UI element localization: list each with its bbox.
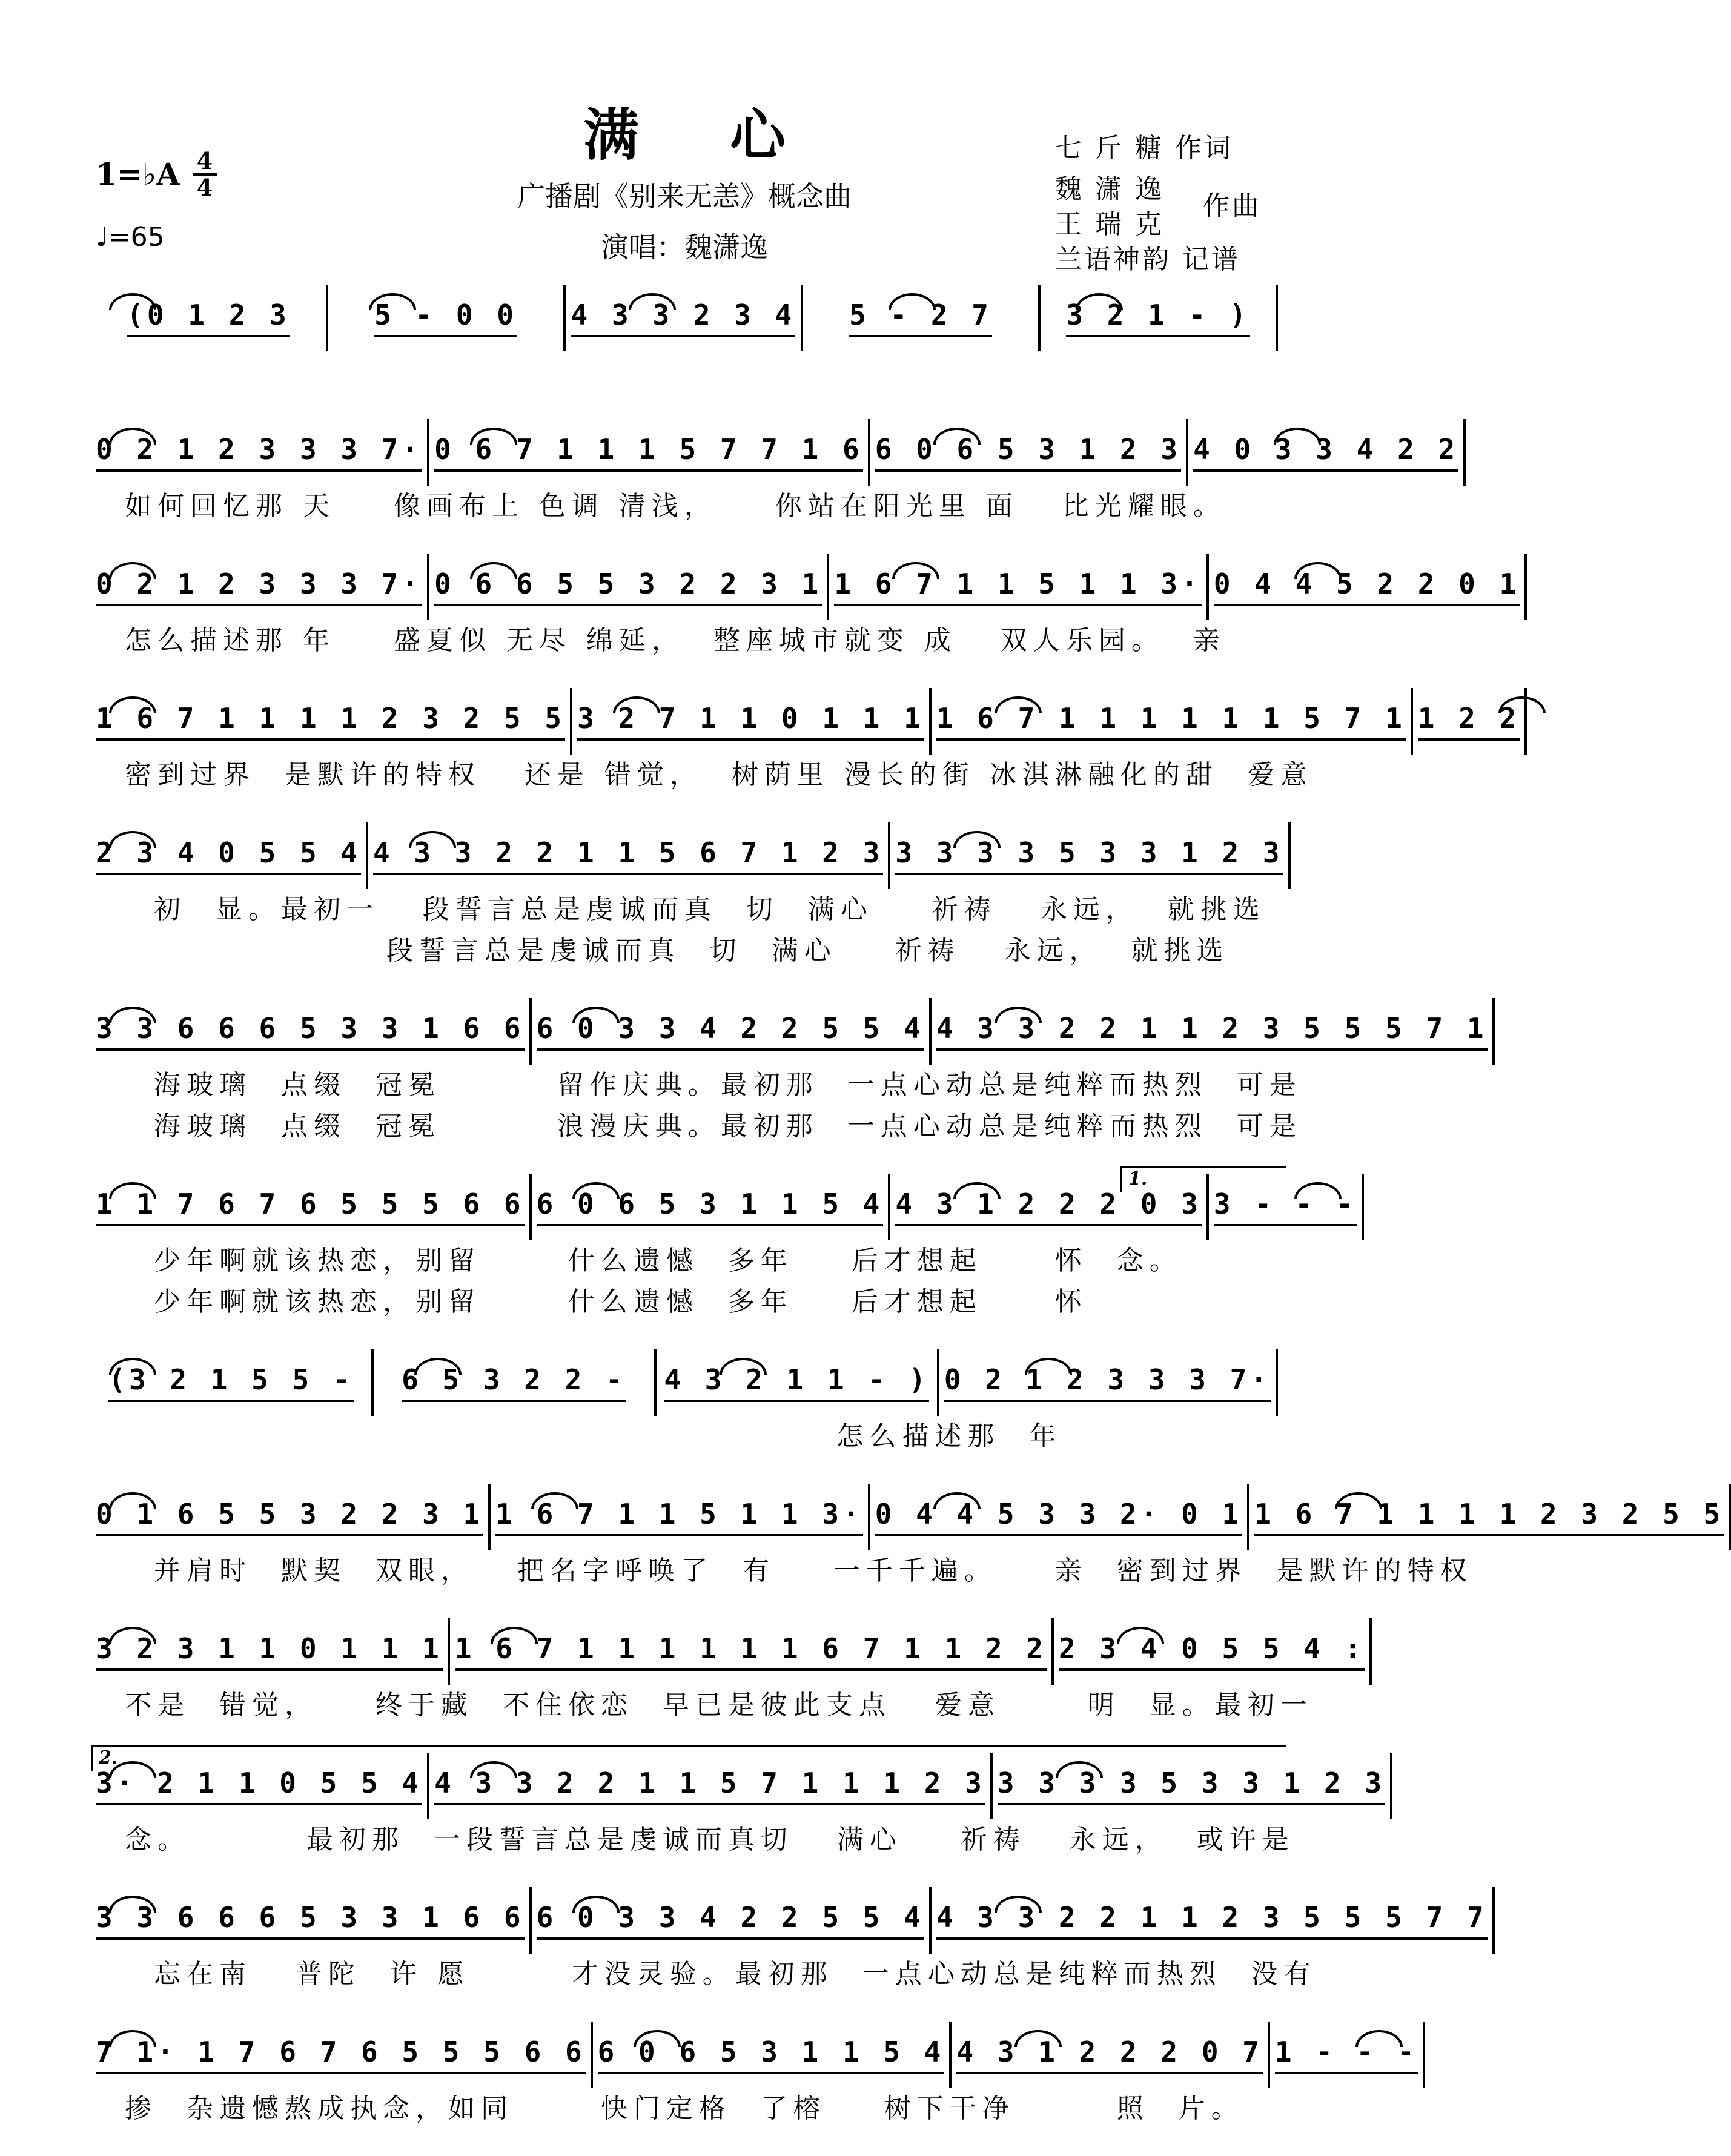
measure (870, 1484, 1250, 1550)
measure (1041, 285, 1278, 351)
slur-mark (109, 831, 156, 848)
measure (993, 1753, 1392, 1819)
notation-line (91, 1747, 1386, 1819)
song-title: 满心 (583, 102, 876, 168)
measure (91, 1753, 429, 1819)
measure (532, 1174, 891, 1240)
singer-line: 演唱：魏潇逸 (601, 231, 768, 263)
measure-notes: (3 2 1 5 5 - (108, 1363, 353, 1402)
slur-mark (995, 1007, 1042, 1023)
measure (932, 1887, 1495, 1954)
slur-mark (933, 1492, 981, 1509)
composer-credit-2: 王 瑞 克 (1055, 209, 1164, 240)
measure-notes: 1 6 7 1 1 1 1 2 3 2 5 5 (96, 702, 565, 741)
lyric-line: 段誓言总是虔诚而真 切 满心 祈祷 永远， 就挑选 (125, 935, 1230, 966)
measure-notes: 1 1 7 6 7 6 5 5 5 6 6 (96, 1188, 525, 1226)
volta-bracket: 1. (1120, 1166, 1286, 1192)
lyric-line: 怎么描述那 年 (125, 1421, 1062, 1452)
lyric-line (91, 351, 1278, 392)
composer-role: 作曲 (1203, 191, 1261, 222)
slur-mark (470, 562, 517, 579)
measure-notes: 3 3 6 6 6 5 3 3 1 6 6 (96, 1012, 525, 1051)
slur-mark (1294, 562, 1342, 579)
measure (593, 2022, 952, 2088)
measure-notes: 3 - - - (1214, 1188, 1357, 1226)
slur-mark (531, 1492, 578, 1509)
lyric-line: 念。 最初那 一段誓言总是虔诚而真切 满心 祈祷 永远， 或许是 (125, 1824, 1295, 1855)
slur-mark (1025, 1358, 1072, 1375)
measure-notes: 0 6 6 5 5 3 2 2 3 1 (434, 567, 822, 606)
slur-mark (572, 1896, 620, 1913)
measure-notes: 0 4 4 5 3 3 2· 0 1 (875, 1498, 1243, 1536)
slur-mark (109, 1358, 156, 1375)
notation-line (91, 419, 1459, 486)
measure (91, 822, 368, 889)
score-system (91, 1747, 1386, 1860)
lyric-line: 少年啊就该热恋，别留 什么遗憾 多年 后才想起 怀 (125, 1286, 1088, 1317)
slur-mark (109, 1627, 156, 1644)
score-system (91, 419, 1459, 527)
slur-mark (369, 293, 416, 310)
measure-notes: 2 3 4 0 5 5 4 : (1059, 1632, 1365, 1671)
measure-notes: 1 6 7 1 1 1 1 1 1 6 7 1 1 2 2 (455, 1632, 1047, 1671)
slur-mark (1076, 293, 1123, 310)
measure-notes: 4 3 3 2 3 4 (571, 299, 796, 337)
slur-mark (1117, 1627, 1164, 1644)
measure (91, 554, 429, 620)
slur-mark (109, 2030, 156, 2047)
lyricist-credit: 七 斤 糖 作词 (1055, 133, 1233, 164)
measure-notes: 6 0 6 5 3 1 1 5 4 (537, 1188, 884, 1226)
measure (1413, 688, 1527, 755)
lyric-line: 海玻璃 点缀 冠冕 浪漫庆典。最初那 一点心动总是纯粹而热烈 可是 (125, 1111, 1302, 1142)
measure-notes: 1 6 7 1 1 1 1 2 3 2 5 5 (1254, 1498, 1724, 1536)
slur-mark (470, 1761, 517, 1778)
slur-mark (470, 428, 517, 445)
slur-mark (1014, 2030, 1062, 2047)
slur-mark (995, 696, 1042, 713)
measure (91, 285, 328, 351)
slur-mark (409, 831, 456, 848)
measure-notes: 3· 2 1 1 0 5 5 4 (96, 1767, 422, 1805)
measure (91, 688, 572, 755)
lyric-line: 不是 错觉， 终于藏 不住依恋 早已是彼此支点 爱意 明 显。最初一 (125, 1690, 1313, 1721)
measure-notes: 1 6 7 1 1 5 1 1 3· (834, 567, 1202, 606)
measure (368, 822, 890, 889)
measure-notes: 0 4 4 5 2 2 0 1 (1214, 567, 1520, 606)
measure-notes: 6 0 3 3 4 2 2 5 5 4 (537, 1012, 924, 1051)
measure (532, 1887, 932, 1954)
slur-mark (109, 1761, 156, 1778)
measure (1270, 2022, 1425, 2088)
measure-notes: 1 2 2 (1418, 702, 1520, 741)
slur-mark (1056, 1761, 1103, 1778)
measure (939, 1349, 1278, 1416)
measure (566, 285, 803, 351)
lyric-line: 并肩时 默契 双眼， 把名字呼唤了 有 一千千遍。 亲 密到过界 是默许的特权 (125, 1555, 1473, 1586)
score-system (91, 2022, 1418, 2129)
slur-mark (613, 696, 660, 713)
notation-line (91, 822, 1283, 889)
measure (1209, 1174, 1364, 1240)
notation-line (91, 1887, 1488, 1954)
slur-mark (1274, 428, 1321, 445)
measure (532, 998, 932, 1065)
measure-notes: 4 3 3 2 2 1 1 5 6 7 1 2 3 (373, 836, 883, 875)
lyric-line: 怎么描述那 年 盛夏似 无尽 绵延， 整座城市就变 成 双人乐园。 亲 (125, 625, 1226, 656)
measure-notes: 4 0 3 3 4 2 2 (1193, 433, 1458, 472)
lyric-line: 如何回忆那 天 像画布上 色调 清浅， 你站在阳光里 面 比光耀眼。 (125, 491, 1226, 521)
measure (572, 688, 932, 755)
measure-notes: (0 1 2 3 (127, 299, 290, 337)
score-system (91, 1349, 1278, 1457)
score-body (91, 285, 1724, 2156)
slur-mark (414, 1358, 462, 1375)
measure-notes: 1 6 7 1 1 1 1 1 1 5 7 1 (936, 702, 1406, 741)
score-system (91, 1168, 1357, 1323)
measure (429, 554, 829, 620)
measure-notes: 3 3 3 3 5 3 3 1 2 3 (998, 1767, 1385, 1805)
slur-mark (109, 1492, 156, 1509)
slur-mark (889, 293, 936, 310)
slur-mark (1335, 1492, 1382, 1509)
measure-notes: 3 2 3 1 1 0 1 1 1 (96, 1632, 443, 1671)
score-system (91, 554, 1520, 661)
measure (952, 2022, 1269, 2088)
measure-notes: 0 2 1 2 3 3 3 7· (96, 433, 422, 472)
measure (91, 1349, 374, 1416)
slur-mark (109, 562, 156, 579)
measure (803, 285, 1041, 351)
score-system (91, 285, 1278, 392)
notation-line (91, 2022, 1418, 2088)
measure-notes: 4 3 3 2 2 1 1 5 7 1 1 1 2 3 (434, 1767, 985, 1805)
notation-line (91, 1349, 1278, 1416)
lyric-line: 少年啊就该热恋，别留 什么遗憾 多年 后才想起 怀 念。 (125, 1245, 1182, 1276)
slur-mark (109, 1182, 156, 1199)
measure-notes: 6 0 3 3 4 2 2 5 5 4 (537, 1901, 924, 1940)
measure (429, 419, 870, 486)
slur-mark (720, 1358, 767, 1375)
notation-line (91, 1618, 1365, 1685)
lyric-line: 海玻璃 点缀 冠冕 留作庆典。最初那 一点心动总是纯粹而热烈 可是 (125, 1070, 1302, 1100)
slur-mark (1294, 1182, 1342, 1199)
measure-notes: 6 0 6 5 3 1 1 5 4 (598, 2035, 945, 2074)
measure-notes: 0 2 1 2 3 3 3 7· (944, 1363, 1271, 1402)
time-denominator: 4 (193, 173, 217, 200)
measure-notes: 0 2 1 2 3 3 3 7· (96, 567, 422, 606)
composer-credit-1: 魏 潇 逸 (1055, 174, 1164, 205)
measure (91, 998, 532, 1065)
lyric-line: 掺 杂遗憾熬成执念，如同 快门定格 了榕 树下干净 照 片。 (125, 2093, 1244, 2124)
slur-mark (933, 428, 981, 445)
measure (1188, 419, 1466, 486)
measure-notes: 3 2 7 1 1 0 1 1 1 (577, 702, 924, 741)
lyric-line: 初 显。最初一 段誓言总是虔诚而真 切 满心 祈祷 永远， 就挑选 (125, 894, 1266, 925)
notation-line (91, 1168, 1357, 1240)
measure (91, 1887, 532, 1954)
measure-notes: 1 - - - (1275, 2035, 1418, 2074)
measure (932, 998, 1495, 1065)
lyric-line: 密到过界 是默许的特权 还是 错觉， 树荫里 漫长的街 冰淇淋融化的甜 爱意 (125, 759, 1313, 790)
measure-notes: 4 3 2 1 1 - ) (664, 1363, 929, 1402)
measure (890, 1174, 1208, 1240)
measure (429, 1753, 993, 1819)
score-system (91, 822, 1283, 971)
measure (1054, 1618, 1372, 1685)
slur-mark (572, 1182, 620, 1199)
slur-mark (109, 1896, 156, 1913)
song-subtitle: 广播剧《别来无恙》概念曲 (517, 180, 852, 213)
notation-line (91, 285, 1278, 351)
measure (1249, 1484, 1731, 1550)
measure-notes: 4 3 1 2 2 2 0 3 (895, 1188, 1201, 1226)
notation-line (91, 998, 1488, 1065)
time-signature (193, 149, 217, 200)
measure (491, 1484, 870, 1550)
measure (328, 285, 566, 351)
measure-notes: 5 - 0 0 (374, 299, 517, 337)
slur-mark (629, 293, 676, 310)
slur-mark (109, 696, 156, 713)
measure-notes: 3 2 1 - ) (1066, 299, 1249, 337)
slur-mark (109, 1007, 156, 1023)
score-system (91, 1484, 1724, 1592)
measure (932, 688, 1413, 755)
measure (91, 1484, 491, 1550)
measure (1209, 554, 1527, 620)
measure (450, 1618, 1054, 1685)
measure-notes: 0 6 7 1 1 1 5 7 7 1 6 (434, 433, 863, 472)
score-system (91, 688, 1520, 796)
measure-notes: 4 3 3 2 2 1 1 2 3 5 5 5 7 1 (936, 1012, 1488, 1051)
time-numerator: 4 (196, 147, 213, 174)
measure (374, 1349, 657, 1416)
measure-notes: 2 3 4 0 5 5 4 (96, 836, 361, 875)
measure (657, 1349, 939, 1416)
score-system (91, 1887, 1488, 1995)
key-signature: 1=♭A (96, 156, 180, 192)
measure-notes: 3 3 3 3 5 3 3 1 2 3 (895, 836, 1283, 875)
slur-mark (572, 1007, 620, 1023)
slur-mark (109, 293, 156, 310)
notation-line (91, 554, 1520, 620)
volta-bracket: 2. (91, 1745, 1286, 1771)
measure (91, 419, 429, 486)
measure-notes: 3 3 6 6 6 5 3 3 1 6 6 (96, 1901, 525, 1940)
measure-notes: 0 1 6 5 5 3 2 2 3 1 (96, 1498, 483, 1536)
measure (829, 554, 1209, 620)
notation-line (91, 688, 1520, 755)
measure-notes: 6 0 6 5 3 1 2 3 (875, 433, 1181, 472)
slur-mark (953, 831, 1001, 848)
measure (91, 2022, 593, 2088)
slur-mark (953, 1182, 1001, 1199)
lyric-line: 忘在南 普陀 许 愿 才没灵验。最初那 一点心动总是纯粹而热烈 没有 (125, 1959, 1317, 1989)
slur-mark (1355, 2030, 1403, 2047)
measure-notes: 6 5 3 2 2 - (402, 1363, 626, 1402)
measure (91, 1174, 532, 1240)
score-system (91, 998, 1488, 1147)
slur-mark (109, 428, 156, 445)
slur-mark (995, 1896, 1042, 1913)
measure-notes: 4 3 1 2 2 2 0 7 (956, 2035, 1262, 2074)
measure-notes: 7 1· 1 7 6 7 6 5 5 5 6 6 (96, 2035, 586, 2074)
transcriber-credit: 兰语神韵 记谱 (1055, 244, 1240, 275)
score-system (91, 1618, 1365, 1726)
slur-mark (1498, 696, 1546, 713)
measure-notes: 1 6 7 1 1 5 1 1 3· (495, 1498, 863, 1536)
measure (91, 1618, 450, 1685)
slur-mark (634, 2030, 681, 2047)
measure (870, 419, 1188, 486)
notation-line (91, 1484, 1724, 1550)
measure (890, 822, 1290, 889)
measure-notes: 5 - 2 7 (849, 299, 992, 337)
tempo-marking: ♩=65 (96, 222, 165, 253)
measure-notes: 4 3 3 2 2 1 1 2 3 5 5 5 7 7 (936, 1901, 1488, 1940)
slur-mark (491, 1627, 538, 1644)
slur-mark (892, 562, 939, 579)
